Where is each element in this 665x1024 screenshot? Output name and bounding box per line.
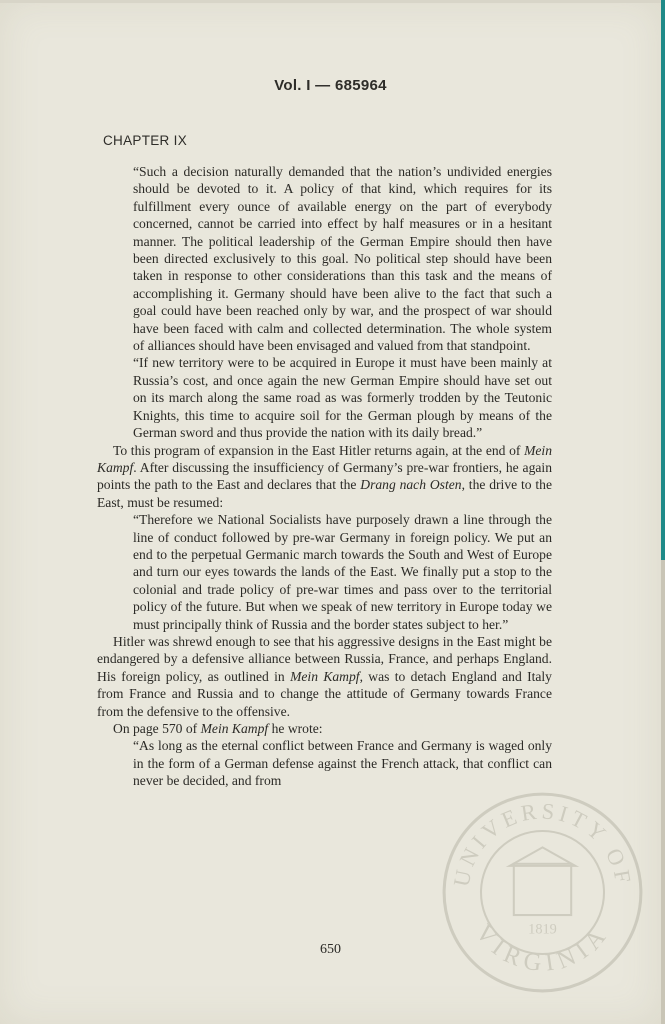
- seal-top-text: UNIVERSITY OF: [448, 798, 637, 889]
- text-run: , was to detach England and Italy from France and Russia and to change the attitude of Germany towards France from the defensive to the offensive.: [97, 668, 552, 719]
- svg-text:UNIVERSITY OF: [449, 798, 637, 888]
- foreign-term: Drang nach Osten: [360, 477, 462, 493]
- paragraph: [97, 633, 552, 720]
- book-title: Mein Kampf: [290, 668, 360, 684]
- quote-block: “Such a decision naturally demanded that the nation’s undivided energies should be devoted to it. A policy of that kind, which requires for its fulfillment every ounce of available energy on the part of everybody concerned, cannot be carried into effect by half measures or in a hesitant manner. The political leadership of the German Empire should then have been directed exclusively to this goal. No political step should have been taken in response to other considerations than this task and the means of accomplishing it. Germany should have been alive to the fact that such a goal could have been reached only by war, and the prospect of war should have been faced with calm and collected determination. The whole system of alliances should have been envisaged and valued from that standpoint.: [133, 164, 552, 354]
- page-top-edge: [0, 0, 665, 3]
- quote-block: “Therefore we National Socialists have purposely drawn a line through the line of conduct followed by pre-war Germany in foreign policy. We put an end to the perpetual Germanic march towards the South and West of Europe and turn our eyes towards the lands of the East. We finally put a stop to the colonial and trade policy of pre-war times and pass over to the territorial policy of the future. But when we speak of new territory in Europe today we must principally think of Russia and the border states subject to her.”: [133, 512, 552, 632]
- seal-year: 1819: [528, 921, 557, 938]
- text-run: . After discussing the insufficiency of Germany’s pre-war frontiers, he again points the path to the East and declares that the: [97, 459, 552, 493]
- chapter-heading: CHAPTER IX: [103, 133, 188, 148]
- page-right-edge: [661, 0, 665, 1024]
- page-header: Vol. I — 685964: [274, 77, 387, 94]
- book-title: Mein Kampf: [97, 442, 552, 475]
- text-run: Hitler was shrewd enough to see that his aggressive designs in the East might be endangered by a defensive alliance between Russia, France, and perhaps England. His foreign policy, as outlined in: [97, 633, 552, 684]
- paragraph: [97, 442, 552, 512]
- body-text: [97, 163, 552, 790]
- text-run: he wrote:: [268, 721, 323, 736]
- paragraph: [97, 720, 552, 737]
- quote-block: “As long as the eternal conflict between France and Germany is waged only in the form of a German defense against the French attack, that conflict can never be decided, and from: [133, 738, 552, 789]
- page-number: 650: [320, 942, 341, 957]
- quote-block: “If new territory were to be acquired in Europe it must have been mainly at Russia’s cost, and once again the new German Empire should have set out on its march along the same road as was formerly trodden by the Teutonic Knights, this time to acquire soil for the German plough by means of the German sword and thus provide the nation with its daily bread.”: [133, 355, 552, 441]
- university-seal-watermark: [440, 790, 645, 995]
- text-run: On page 570 of: [113, 721, 201, 736]
- seal-bottom-text: VIRGINIA: [470, 919, 615, 978]
- text-run: To this program of expansion in the East Hitler returns again, at the end of: [113, 442, 525, 458]
- text-run: , the drive to the East, must be resumed:: [97, 477, 552, 510]
- book-title: Mein Kampf: [200, 721, 269, 736]
